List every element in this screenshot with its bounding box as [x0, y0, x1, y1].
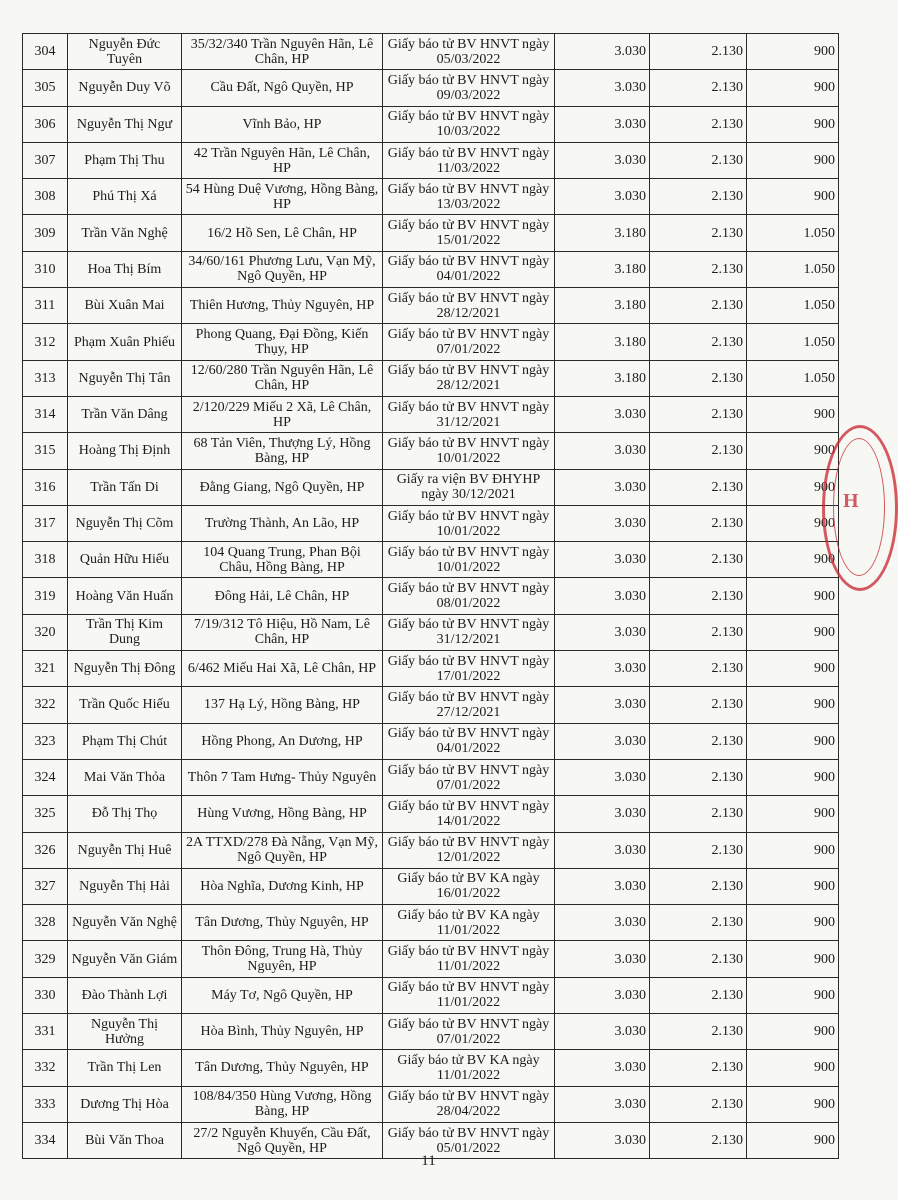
amount-remaining-cell: 900 — [747, 106, 839, 142]
full-name-cell: Dương Thị Hòa — [68, 1086, 182, 1122]
amount-remaining-cell: 900 — [747, 977, 839, 1013]
row-number-cell: 314 — [23, 396, 68, 432]
address-cell: Hồng Phong, An Dương, HP — [182, 723, 383, 759]
table-row — [23, 977, 839, 1013]
amount-paid-cell: 2.130 — [650, 505, 747, 541]
full-name-cell: Nguyễn Thị Ngư — [68, 106, 182, 142]
row-number-cell: 313 — [23, 360, 68, 396]
address-cell: 34/60/161 Phương Lưu, Vạn Mỹ, Ngô Quyền, HP — [182, 251, 383, 287]
document-cell: Giấy báo tử BV HNVT ngày 07/01/2022 — [383, 759, 555, 795]
document-cell: Giấy báo tử BV HNVT ngày 11/01/2022 — [383, 977, 555, 1013]
address-cell: 42 Trần Nguyên Hãn, Lê Chân, HP — [182, 142, 383, 178]
amount-remaining-cell: 900 — [747, 542, 839, 578]
row-number-cell: 331 — [23, 1014, 68, 1050]
full-name-cell: Phạm Thị Thu — [68, 142, 182, 178]
row-number-cell: 308 — [23, 179, 68, 215]
amount-paid-cell: 2.130 — [650, 723, 747, 759]
amount-paid-cell: 2.130 — [650, 142, 747, 178]
full-name-cell: Đỗ Thị Thọ — [68, 796, 182, 832]
address-cell: Hòa Bình, Thủy Nguyên, HP — [182, 1014, 383, 1050]
document-cell: Giấy báo tử BV HNVT ngày 28/12/2021 — [383, 288, 555, 324]
full-name-cell: Hoàng Thị Định — [68, 433, 182, 469]
full-name-cell: Nguyễn Thị Đông — [68, 651, 182, 687]
amount-paid-cell: 2.130 — [650, 360, 747, 396]
full-name-cell: Nguyễn Thị Cõm — [68, 505, 182, 541]
document-cell: Giấy báo tử BV HNVT ngày 08/01/2022 — [383, 578, 555, 614]
address-cell: Tân Dương, Thủy Nguyên, HP — [182, 1050, 383, 1086]
amount-total-cell: 3.180 — [555, 215, 650, 251]
amount-total-cell: 3.030 — [555, 759, 650, 795]
amount-paid-cell: 2.130 — [650, 1122, 747, 1158]
row-number-cell: 315 — [23, 433, 68, 469]
amount-total-cell: 3.030 — [555, 70, 650, 106]
document-cell: Giấy báo tử BV HNVT ngày 28/04/2022 — [383, 1086, 555, 1122]
ledger-body — [23, 34, 839, 1159]
amount-total-cell: 3.030 — [555, 1014, 650, 1050]
row-number-cell: 329 — [23, 941, 68, 977]
document-cell: Giấy báo tử BV HNVT ngày 27/12/2021 — [383, 687, 555, 723]
address-cell: 27/2 Nguyễn Khuyến, Cầu Đất, Ngô Quyền, HP — [182, 1122, 383, 1158]
row-number-cell: 304 — [23, 34, 68, 70]
amount-remaining-cell: 900 — [747, 1086, 839, 1122]
address-cell: 54 Hùng Duệ Vương, Hồng Bàng, HP — [182, 179, 383, 215]
amount-total-cell: 3.030 — [555, 1086, 650, 1122]
row-number-cell: 317 — [23, 505, 68, 541]
amount-paid-cell: 2.130 — [650, 977, 747, 1013]
row-number-cell: 309 — [23, 215, 68, 251]
full-name-cell: Phạm Thị Chút — [68, 723, 182, 759]
payment-ledger-table — [22, 33, 839, 1159]
amount-total-cell: 3.030 — [555, 868, 650, 904]
amount-remaining-cell: 900 — [747, 796, 839, 832]
amount-total-cell: 3.030 — [555, 723, 650, 759]
document-cell: Giấy báo tử BV HNVT ngày 10/01/2022 — [383, 433, 555, 469]
address-cell: Hùng Vương, Hồng Bàng, HP — [182, 796, 383, 832]
amount-remaining-cell: 1.050 — [747, 324, 839, 360]
full-name-cell: Phạm Xuân Phiếu — [68, 324, 182, 360]
full-name-cell: Bùi Văn Thoa — [68, 1122, 182, 1158]
table-row — [23, 324, 839, 360]
amount-total-cell: 3.030 — [555, 142, 650, 178]
amount-total-cell: 3.030 — [555, 651, 650, 687]
amount-remaining-cell: 900 — [747, 396, 839, 432]
row-number-cell: 324 — [23, 759, 68, 795]
table-row — [23, 179, 839, 215]
address-cell: 6/462 Miếu Hai Xã, Lê Chân, HP — [182, 651, 383, 687]
amount-remaining-cell: 900 — [747, 1122, 839, 1158]
amount-paid-cell: 2.130 — [650, 215, 747, 251]
document-cell: Giấy báo tử BV HNVT ngày 31/12/2021 — [383, 614, 555, 650]
document-cell: Giấy báo tử BV KA ngày 11/01/2022 — [383, 905, 555, 941]
document-cell: Giấy báo tử BV HNVT ngày 07/01/2022 — [383, 324, 555, 360]
full-name-cell: Nguyễn Thị Hưởng — [68, 1014, 182, 1050]
amount-total-cell: 3.030 — [555, 179, 650, 215]
full-name-cell: Hoa Thị Bím — [68, 251, 182, 287]
amount-total-cell: 3.030 — [555, 905, 650, 941]
amount-remaining-cell: 900 — [747, 433, 839, 469]
address-cell: 2A TTXD/278 Đà Nẵng, Vạn Mỹ, Ngô Quyền, HP — [182, 832, 383, 868]
stamp-mark: H — [843, 490, 859, 512]
amount-paid-cell: 2.130 — [650, 687, 747, 723]
address-cell: Tân Dương, Thủy Nguyên, HP — [182, 905, 383, 941]
table-row — [23, 433, 839, 469]
table-row — [23, 723, 839, 759]
amount-total-cell: 3.030 — [555, 542, 650, 578]
full-name-cell: Nguyễn Thị Tân — [68, 360, 182, 396]
table-row — [23, 905, 839, 941]
table-row — [23, 832, 839, 868]
amount-remaining-cell: 900 — [747, 941, 839, 977]
document-cell: Giấy báo tử BV HNVT ngày 10/03/2022 — [383, 106, 555, 142]
amount-remaining-cell: 900 — [747, 868, 839, 904]
table-row — [23, 215, 839, 251]
address-cell: Cầu Đất, Ngô Quyền, HP — [182, 70, 383, 106]
document-cell: Giấy báo tử BV HNVT ngày 14/01/2022 — [383, 796, 555, 832]
document-cell: Giấy báo tử BV HNVT ngày 12/01/2022 — [383, 832, 555, 868]
table-row — [23, 651, 839, 687]
amount-paid-cell: 2.130 — [650, 614, 747, 650]
table-row — [23, 796, 839, 832]
amount-total-cell: 3.030 — [555, 106, 650, 142]
official-stamp — [822, 425, 898, 591]
amount-paid-cell: 2.130 — [650, 70, 747, 106]
row-number-cell: 307 — [23, 142, 68, 178]
amount-total-cell: 3.030 — [555, 34, 650, 70]
address-cell: Phong Quang, Đại Đồng, Kiến Thụy, HP — [182, 324, 383, 360]
row-number-cell: 334 — [23, 1122, 68, 1158]
address-cell: Máy Tơ, Ngô Quyền, HP — [182, 977, 383, 1013]
row-number-cell: 305 — [23, 70, 68, 106]
table-row — [23, 941, 839, 977]
amount-paid-cell: 2.130 — [650, 1086, 747, 1122]
amount-remaining-cell: 1.050 — [747, 288, 839, 324]
amount-remaining-cell: 1.050 — [747, 251, 839, 287]
amount-remaining-cell: 1.050 — [747, 360, 839, 396]
row-number-cell: 319 — [23, 578, 68, 614]
row-number-cell: 325 — [23, 796, 68, 832]
full-name-cell: Nguyễn Văn Nghệ — [68, 905, 182, 941]
amount-paid-cell: 2.130 — [650, 396, 747, 432]
amount-paid-cell: 2.130 — [650, 1014, 747, 1050]
document-cell: Giấy báo tử BV HNVT ngày 28/12/2021 — [383, 360, 555, 396]
amount-total-cell: 3.030 — [555, 396, 650, 432]
amount-total-cell: 3.030 — [555, 469, 650, 505]
amount-total-cell: 3.030 — [555, 433, 650, 469]
address-cell: Thiên Hương, Thủy Nguyên, HP — [182, 288, 383, 324]
amount-total-cell: 3.030 — [555, 505, 650, 541]
amount-remaining-cell: 900 — [747, 651, 839, 687]
amount-remaining-cell: 1.050 — [747, 215, 839, 251]
address-cell: 12/60/280 Trần Nguyên Hãn, Lê Chân, HP — [182, 360, 383, 396]
table-row — [23, 868, 839, 904]
row-number-cell: 333 — [23, 1086, 68, 1122]
full-name-cell: Trần Văn Nghệ — [68, 215, 182, 251]
full-name-cell: Nguyễn Thị Hải — [68, 868, 182, 904]
amount-paid-cell: 2.130 — [650, 542, 747, 578]
amount-paid-cell: 2.130 — [650, 759, 747, 795]
amount-remaining-cell: 900 — [747, 687, 839, 723]
address-cell: Vĩnh Bảo, HP — [182, 106, 383, 142]
row-number-cell: 330 — [23, 977, 68, 1013]
full-name-cell: Trần Văn Dâng — [68, 396, 182, 432]
table-row — [23, 1014, 839, 1050]
amount-remaining-cell: 900 — [747, 578, 839, 614]
table-row — [23, 288, 839, 324]
amount-remaining-cell: 900 — [747, 505, 839, 541]
address-cell: 108/84/350 Hùng Vương, Hồng Bàng, HP — [182, 1086, 383, 1122]
address-cell: Trường Thành, An Lão, HP — [182, 505, 383, 541]
address-cell: 68 Tản Viên, Thượng Lý, Hồng Bàng, HP — [182, 433, 383, 469]
table-row — [23, 578, 839, 614]
table-row — [23, 70, 839, 106]
amount-remaining-cell: 900 — [747, 70, 839, 106]
amount-total-cell: 3.030 — [555, 941, 650, 977]
row-number-cell: 332 — [23, 1050, 68, 1086]
amount-total-cell: 3.030 — [555, 977, 650, 1013]
full-name-cell: Phú Thị Xá — [68, 179, 182, 215]
full-name-cell: Trần Quốc Hiếu — [68, 687, 182, 723]
amount-remaining-cell: 900 — [747, 1014, 839, 1050]
table-row — [23, 251, 839, 287]
amount-paid-cell: 2.130 — [650, 1050, 747, 1086]
table-row — [23, 396, 839, 432]
amount-paid-cell: 2.130 — [650, 905, 747, 941]
amount-remaining-cell: 900 — [747, 179, 839, 215]
address-cell: 35/32/340 Trần Nguyên Hãn, Lê Chân, HP — [182, 34, 383, 70]
amount-remaining-cell: 900 — [747, 614, 839, 650]
row-number-cell: 311 — [23, 288, 68, 324]
address-cell: Thôn Đông, Trung Hà, Thủy Nguyên, HP — [182, 941, 383, 977]
amount-total-cell: 3.030 — [555, 796, 650, 832]
table-row — [23, 1050, 839, 1086]
full-name-cell: Bùi Xuân Mai — [68, 288, 182, 324]
document-cell: Giấy ra viện BV ĐHYHP ngày 30/12/2021 — [383, 469, 555, 505]
row-number-cell: 323 — [23, 723, 68, 759]
full-name-cell: Mai Văn Thỏa — [68, 759, 182, 795]
amount-paid-cell: 2.130 — [650, 832, 747, 868]
amount-remaining-cell: 900 — [747, 905, 839, 941]
amount-remaining-cell: 900 — [747, 759, 839, 795]
table-row — [23, 106, 839, 142]
full-name-cell: Đào Thành Lợi — [68, 977, 182, 1013]
address-cell: 2/120/229 Miếu 2 Xã, Lê Chân, HP — [182, 396, 383, 432]
amount-paid-cell: 2.130 — [650, 106, 747, 142]
table-row — [23, 505, 839, 541]
document-cell: Giấy báo tử BV HNVT ngày 10/01/2022 — [383, 542, 555, 578]
document-cell: Giấy báo tử BV HNVT ngày 09/03/2022 — [383, 70, 555, 106]
amount-paid-cell: 2.130 — [650, 251, 747, 287]
full-name-cell: Hoàng Văn Huấn — [68, 578, 182, 614]
address-cell: Thôn 7 Tam Hưng- Thủy Nguyên — [182, 759, 383, 795]
table-row — [23, 469, 839, 505]
amount-remaining-cell: 900 — [747, 723, 839, 759]
row-number-cell: 321 — [23, 651, 68, 687]
table-row — [23, 1086, 839, 1122]
amount-remaining-cell: 900 — [747, 832, 839, 868]
amount-remaining-cell: 900 — [747, 34, 839, 70]
amount-total-cell: 3.030 — [555, 614, 650, 650]
row-number-cell: 310 — [23, 251, 68, 287]
document-cell: Giấy báo tử BV HNVT ngày 04/01/2022 — [383, 251, 555, 287]
amount-paid-cell: 2.130 — [650, 179, 747, 215]
amount-paid-cell: 2.130 — [650, 578, 747, 614]
amount-total-cell: 3.180 — [555, 288, 650, 324]
document-cell: Giấy báo tử BV KA ngày 16/01/2022 — [383, 868, 555, 904]
full-name-cell: Nguyễn Thị Huê — [68, 832, 182, 868]
document-cell: Giấy báo tử BV HNVT ngày 10/01/2022 — [383, 505, 555, 541]
document-cell: Giấy báo tử BV HNVT ngày 07/01/2022 — [383, 1014, 555, 1050]
amount-paid-cell: 2.130 — [650, 796, 747, 832]
row-number-cell: 327 — [23, 868, 68, 904]
document-cell: Giấy báo tử BV HNVT ngày 15/01/2022 — [383, 215, 555, 251]
full-name-cell: Nguyễn Đức Tuyên — [68, 34, 182, 70]
full-name-cell: Quản Hữu Hiếu — [68, 542, 182, 578]
full-name-cell: Trần Thị Kim Dung — [68, 614, 182, 650]
address-cell: 137 Hạ Lý, Hồng Bàng, HP — [182, 687, 383, 723]
amount-remaining-cell: 900 — [747, 469, 839, 505]
full-name-cell: Trần Tấn Di — [68, 469, 182, 505]
address-cell: Hòa Nghĩa, Dương Kinh, HP — [182, 868, 383, 904]
document-cell: Giấy báo tử BV HNVT ngày 11/03/2022 — [383, 142, 555, 178]
amount-remaining-cell: 900 — [747, 142, 839, 178]
full-name-cell: Nguyễn Duy Võ — [68, 70, 182, 106]
address-cell: 16/2 Hồ Sen, Lê Chân, HP — [182, 215, 383, 251]
row-number-cell: 322 — [23, 687, 68, 723]
document-cell: Giấy báo tử BV HNVT ngày 17/01/2022 — [383, 651, 555, 687]
table-row — [23, 614, 839, 650]
amount-total-cell: 3.030 — [555, 578, 650, 614]
document-cell: Giấy báo tử BV HNVT ngày 05/01/2022 — [383, 1122, 555, 1158]
table-row — [23, 142, 839, 178]
row-number-cell: 328 — [23, 905, 68, 941]
full-name-cell: Nguyễn Văn Giám — [68, 941, 182, 977]
page-number: 11 — [421, 1153, 436, 1169]
amount-total-cell: 3.180 — [555, 251, 650, 287]
document-cell: Giấy báo tử BV HNVT ngày 31/12/2021 — [383, 396, 555, 432]
amount-total-cell: 3.180 — [555, 360, 650, 396]
address-cell: Đằng Giang, Ngô Quyền, HP — [182, 469, 383, 505]
document-cell: Giấy báo tử BV KA ngày 11/01/2022 — [383, 1050, 555, 1086]
table-row — [23, 34, 839, 70]
document-cell: Giấy báo tử BV HNVT ngày 04/01/2022 — [383, 723, 555, 759]
amount-paid-cell: 2.130 — [650, 868, 747, 904]
document-cell: Giấy báo tử BV HNVT ngày 11/01/2022 — [383, 941, 555, 977]
amount-total-cell: 3.030 — [555, 1050, 650, 1086]
address-cell: 104 Quang Trung, Phan Bội Châu, Hồng Bàng, HP — [182, 542, 383, 578]
amount-paid-cell: 2.130 — [650, 941, 747, 977]
row-number-cell: 312 — [23, 324, 68, 360]
row-number-cell: 306 — [23, 106, 68, 142]
table-row — [23, 759, 839, 795]
amount-paid-cell: 2.130 — [650, 324, 747, 360]
address-cell: Đông Hải, Lê Chân, HP — [182, 578, 383, 614]
amount-paid-cell: 2.130 — [650, 651, 747, 687]
row-number-cell: 320 — [23, 614, 68, 650]
row-number-cell: 318 — [23, 542, 68, 578]
table-row — [23, 687, 839, 723]
document-cell: Giấy báo tử BV HNVT ngày 13/03/2022 — [383, 179, 555, 215]
table-row — [23, 542, 839, 578]
amount-paid-cell: 2.130 — [650, 288, 747, 324]
stamp-inner-ring — [833, 438, 885, 576]
amount-remaining-cell: 900 — [747, 1050, 839, 1086]
row-number-cell: 316 — [23, 469, 68, 505]
amount-paid-cell: 2.130 — [650, 433, 747, 469]
full-name-cell: Trần Thị Len — [68, 1050, 182, 1086]
amount-total-cell: 3.030 — [555, 1122, 650, 1158]
amount-total-cell: 3.180 — [555, 324, 650, 360]
document-cell: Giấy báo tử BV HNVT ngày 05/03/2022 — [383, 34, 555, 70]
amount-total-cell: 3.030 — [555, 687, 650, 723]
row-number-cell: 326 — [23, 832, 68, 868]
amount-total-cell: 3.030 — [555, 832, 650, 868]
address-cell: 7/19/312 Tô Hiệu, Hồ Nam, Lê Chân, HP — [182, 614, 383, 650]
amount-paid-cell: 2.130 — [650, 469, 747, 505]
amount-paid-cell: 2.130 — [650, 34, 747, 70]
table-row — [23, 360, 839, 396]
